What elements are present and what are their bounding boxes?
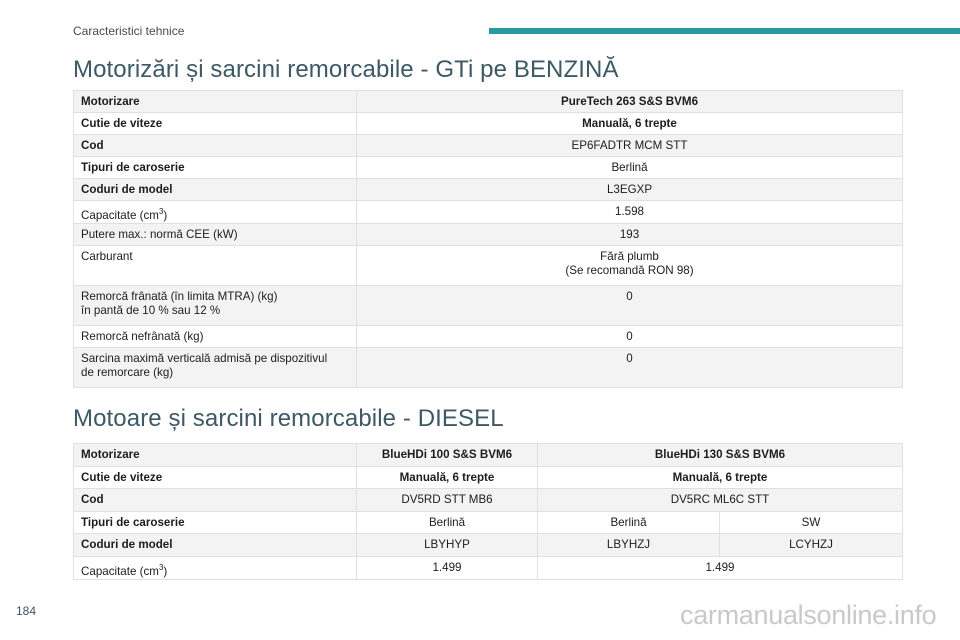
row-label: Carburant — [74, 245, 357, 285]
row-label: Tipuri de caroserie — [74, 511, 357, 534]
table-row — [74, 489, 903, 512]
row-label: Cod — [74, 489, 357, 512]
table-row — [74, 223, 903, 245]
diesel-spec-table — [73, 443, 903, 580]
row-label: Capacitate $(cm^3)$ — [74, 201, 357, 224]
header-accent-bar — [489, 28, 960, 34]
row-value: Berlină — [357, 157, 903, 179]
row-value: 0 — [357, 325, 903, 347]
row-label: Motorizare — [74, 444, 357, 467]
table-row — [74, 157, 903, 179]
benzina-section-title: Motorizări și sarcini remorcabile - GTi pe BENZINĂ — [73, 56, 619, 83]
row-label: Sarcina maximă verticală admisă pe dispozitivul de remorcare (kg) — [74, 347, 357, 387]
row-label: Putere max.: normă CEE (kW) — [74, 223, 357, 245]
row-value: SW — [720, 511, 903, 534]
row-value: DV5RC ML6C STT — [538, 489, 903, 512]
row-value: 1.598 — [357, 201, 903, 224]
row-value: Manuală, 6 trepte — [357, 113, 903, 135]
table-row — [74, 444, 903, 467]
row-value: Manuală, 6 trepte — [357, 466, 538, 489]
row-value: Berlină — [538, 511, 720, 534]
table-row — [74, 113, 903, 135]
row-label: Remorcă frânată (în limita MTRA) (kg) în pantă de 10 % sau 12 % — [74, 285, 357, 325]
row-value: PureTech 263 S&S BVM6 — [357, 91, 903, 113]
table-row — [74, 179, 903, 201]
row-label: Cod — [74, 135, 357, 157]
row-label: Coduri de model — [74, 534, 357, 557]
table-row — [74, 347, 903, 387]
page-number: 184 — [16, 604, 37, 618]
watermark: carmanualsonline.info — [680, 600, 937, 630]
row-label: Capacitate $(cm^3)$ — [74, 556, 357, 579]
benzina-spec-table — [73, 90, 903, 388]
row-label: Cutie de viteze — [74, 466, 357, 489]
table-row — [74, 285, 903, 325]
row-label: Motorizare — [74, 91, 357, 113]
table-row — [74, 91, 903, 113]
row-value: BlueHDi 130 S&S BVM6 — [538, 444, 903, 467]
row-value: DV5RD STT MB6 — [357, 489, 538, 512]
table-row — [74, 135, 903, 157]
row-label: Cutie de viteze — [74, 113, 357, 135]
row-value: Berlină — [357, 511, 538, 534]
row-value: LBYHZJ — [538, 534, 720, 557]
row-value: L3EGXP — [357, 179, 903, 201]
row-label: Tipuri de caroserie — [74, 157, 357, 179]
row-label: Coduri de model — [74, 179, 357, 201]
table-row — [74, 511, 903, 534]
table-row — [74, 466, 903, 489]
row-value: LBYHYP — [357, 534, 538, 557]
table-row — [74, 201, 903, 224]
table-row — [74, 556, 903, 579]
diesel-section-title: Motoare și sarcini remorcabile - DIESEL — [73, 405, 504, 432]
row-label: Remorcă nefrânată (kg) — [74, 325, 357, 347]
table-row — [74, 325, 903, 347]
row-value: 0 — [357, 285, 903, 325]
row-value: Fără plumb (Se recomandă RON 98) — [357, 245, 903, 285]
row-value: Manuală, 6 trepte — [538, 466, 903, 489]
table-row — [74, 534, 903, 557]
row-value: 1.499 — [357, 556, 538, 579]
row-value: 1.499 — [538, 556, 903, 579]
row-value: LCYHZJ — [720, 534, 903, 557]
row-value: BlueHDi 100 S&S BVM6 — [357, 444, 538, 467]
table-row — [74, 245, 903, 285]
row-value: 193 — [357, 223, 903, 245]
row-value: 0 — [357, 347, 903, 387]
row-value: EP6FADTR MCM STT — [357, 135, 903, 157]
section-header: Caracteristici tehnice — [73, 24, 185, 38]
